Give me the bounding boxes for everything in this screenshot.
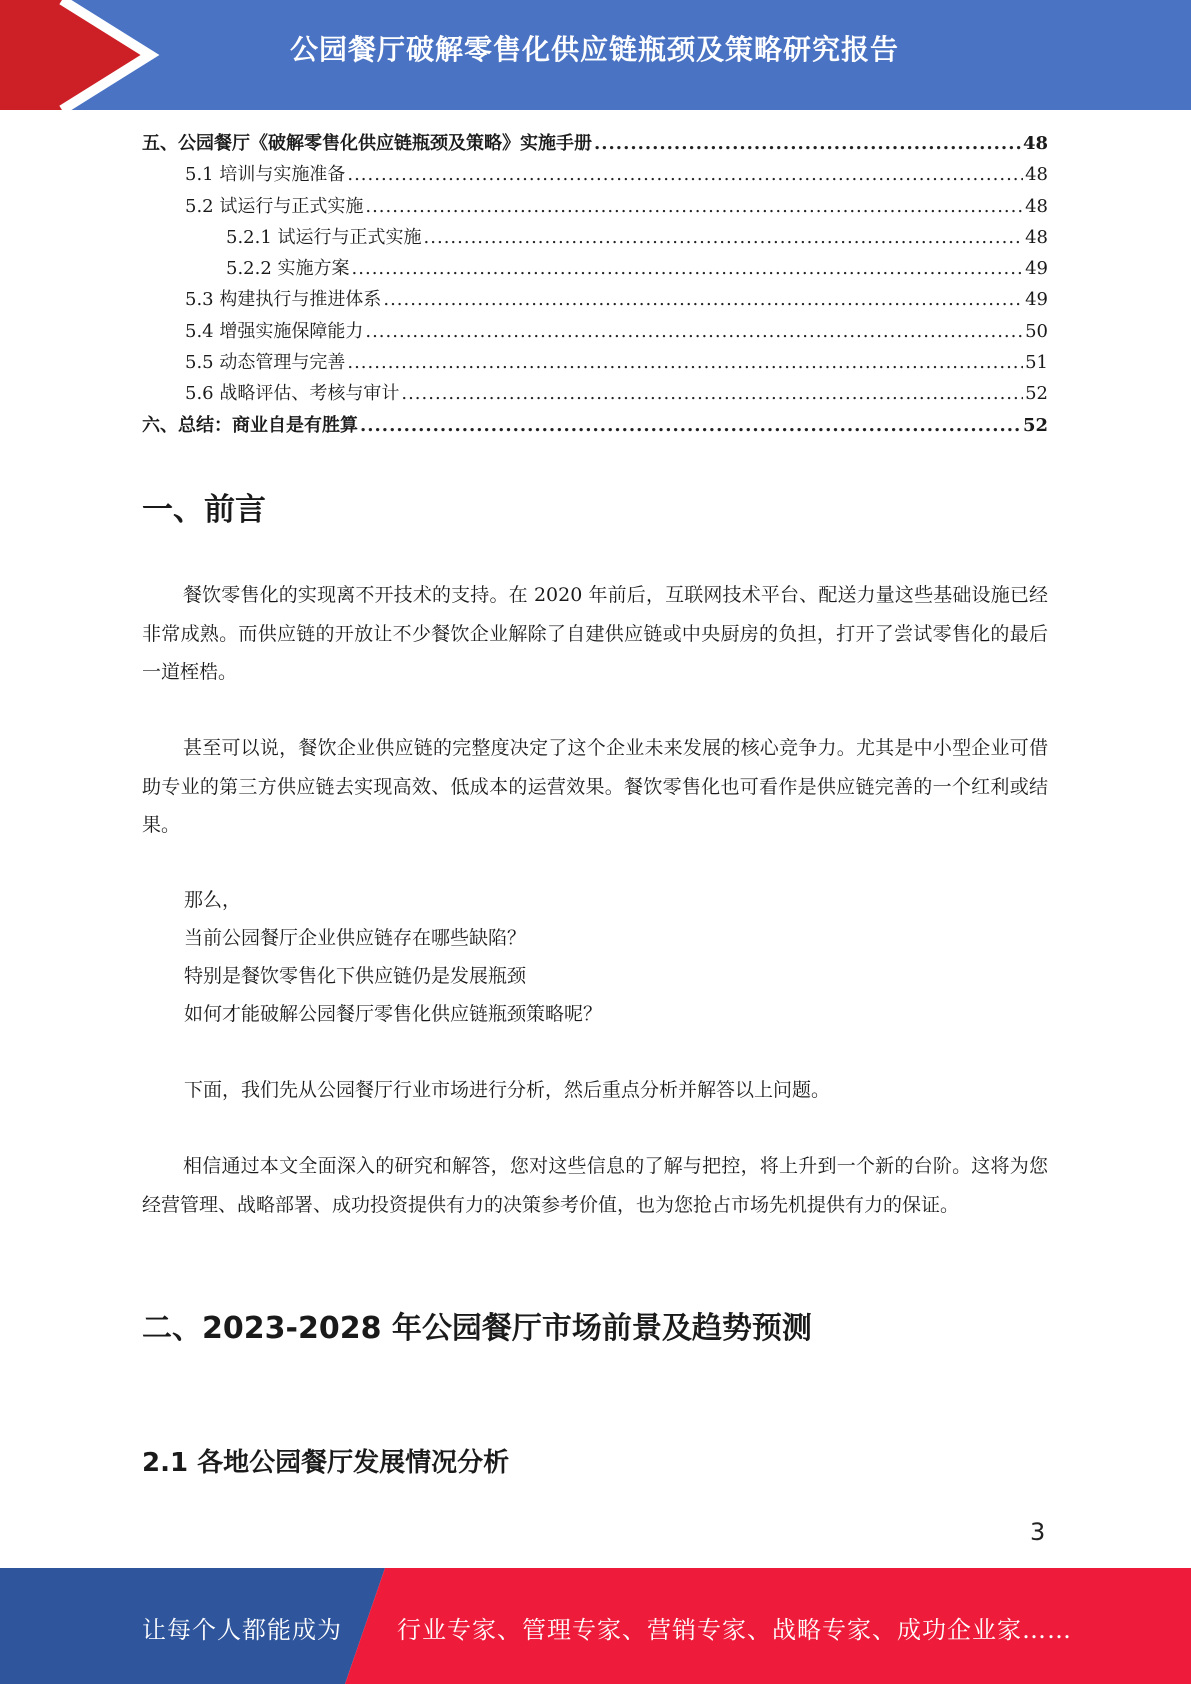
body-paragraph: 餐饮零售化的实现离不开技术的支持。在 2020 年前后，互联网技术平台、配送力量这些基础设施已经非常成熟。而供应链的开放让不少餐饮企业解除了自建供应链或中央厨房的负担，打开了尝试零售化的最后一道桎梏。 — [142, 584, 1048, 683]
page-header — [0, 0, 1191, 110]
page-footer — [0, 1568, 1191, 1684]
body-paragraph: 甚至可以说，餐饮企业供应链的完整度决定了这个企业未来发展的核心竞争力。尤其是中小型企业可借助专业的第三方供应链去实现高效、低成本的运营效果。餐饮零售化也可看作是供应链完善的一个红利或结果。 — [142, 737, 1048, 836]
toc-entry-title: 5.5 动态管理与完善 — [185, 352, 346, 374]
toc-entry[interactable] — [142, 347, 1048, 378]
table-of-contents — [142, 128, 1048, 441]
body-line: 那么， — [184, 889, 242, 911]
toc-entry-page: 51 — [1025, 352, 1048, 374]
toc-entry[interactable] — [142, 378, 1048, 409]
toc-entry-page: 49 — [1025, 258, 1048, 280]
toc-entry-title: 5.3 构建执行与推进体系 — [185, 289, 382, 311]
toc-entry-title: 5.2.2 实施方案 — [226, 258, 350, 280]
toc-entry[interactable] — [142, 410, 1048, 441]
toc-entry[interactable] — [142, 159, 1048, 190]
body-paragraph: 相信通过本文全面深入的研究和解答，您对这些信息的了解与把控，将上升到一个新的台阶。这将为您经营管理、战略部署、成功投资提供有力的决策参考价值，也为您抢占市场先机提供有力的保证。 — [142, 1155, 1048, 1216]
page-number: 3 — [1030, 1518, 1046, 1546]
toc-entry-page: 48 — [1025, 226, 1048, 248]
subsection-heading: 2.1 各地公园餐厅发展情况分析 — [142, 1448, 510, 1478]
toc-entry-title: 5.4 增强实施保障能力 — [185, 320, 364, 342]
toc-entry-title: 5.1 培训与实施准备 — [185, 164, 346, 186]
footer-slogan-right: 行业专家、管理专家、营销专家、战略专家、成功企业家…… — [397, 1616, 1072, 1644]
toc-entry-page: 48 — [1025, 195, 1048, 217]
toc-entry[interactable] — [142, 284, 1048, 315]
section-heading-preface: 一、前言 — [142, 492, 266, 528]
toc-leader-dots — [352, 253, 1024, 284]
toc-entry-title: 六、总结：商业自是有胜算 — [142, 414, 358, 436]
toc-entry[interactable] — [142, 128, 1048, 159]
toc-entry-page: 52 — [1025, 383, 1048, 405]
toc-entry[interactable] — [142, 222, 1048, 253]
toc-entry-page: 50 — [1025, 320, 1048, 342]
toc-leader-dots — [365, 316, 1023, 347]
toc-entry-title: 5.2.1 试运行与正式实施 — [226, 226, 422, 248]
toc-entry[interactable] — [142, 253, 1048, 284]
toc-entry-page: 48 — [1022, 133, 1048, 154]
toc-entry[interactable] — [142, 191, 1048, 222]
toc-entry-page: 49 — [1025, 289, 1048, 311]
toc-leader-dots — [365, 191, 1023, 222]
body-paragraph: 下面，我们先从公园餐厅行业市场进行分析，然后重点分析并解答以上问题。 — [184, 1079, 831, 1101]
toc-entry[interactable] — [142, 316, 1048, 347]
header-title: 公园餐厅破解零售化供应链瓶颈及策略研究报告 — [290, 33, 900, 66]
toc-leader-dots — [383, 284, 1023, 315]
toc-leader-dots — [360, 410, 1021, 441]
toc-leader-dots — [401, 378, 1023, 409]
toc-entry-title: 5.2 试运行与正式实施 — [185, 195, 364, 217]
toc-leader-dots — [347, 159, 1023, 190]
footer-slogan-left: 让每个人都能成为 — [142, 1616, 342, 1644]
toc-entry-page: 52 — [1022, 414, 1048, 436]
toc-leader-dots — [347, 347, 1023, 378]
body-line: 当前公园餐厅企业供应链存在哪些缺陷？ — [184, 927, 527, 949]
toc-entry-title: 五、公园餐厅《破解零售化供应链瓶颈及策略》实施手册 — [142, 133, 592, 154]
section-heading-market-outlook: 二、2023-2028 年公园餐厅市场前景及趋势预测 — [142, 1311, 812, 1346]
toc-entry-title: 5.6 战略评估、考核与审计 — [185, 383, 400, 405]
toc-entry-page: 48 — [1025, 164, 1048, 186]
toc-leader-dots — [594, 128, 1021, 159]
toc-leader-dots — [424, 222, 1024, 253]
body-line: 如何才能破解公园餐厅零售化供应链瓶颈策略呢？ — [184, 1003, 603, 1025]
body-line: 特别是餐饮零售化下供应链仍是发展瓶颈 — [184, 965, 527, 987]
